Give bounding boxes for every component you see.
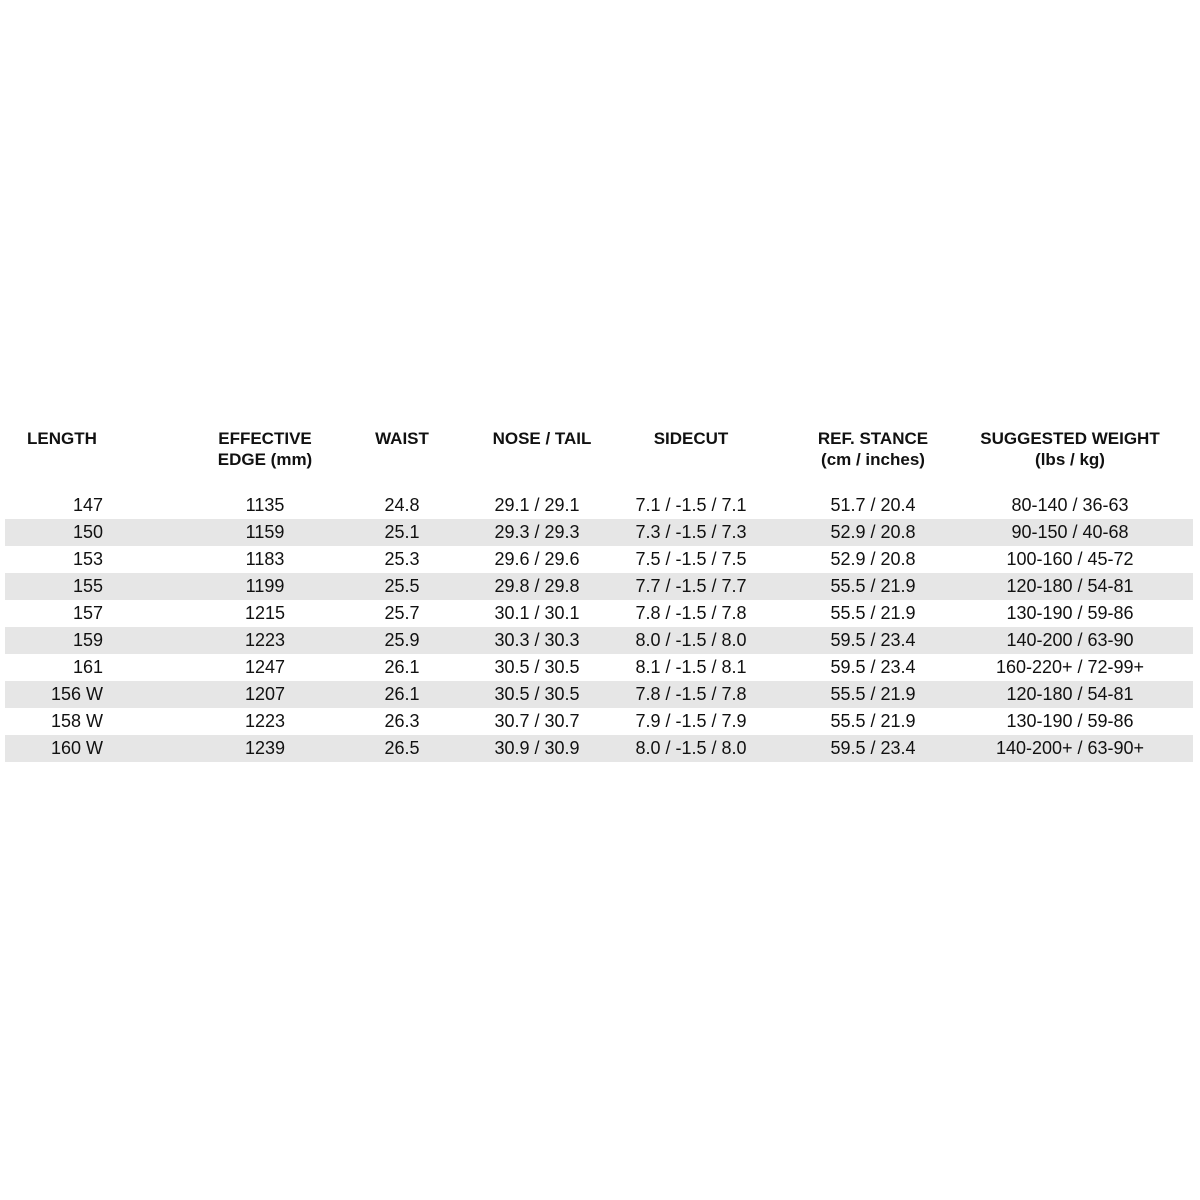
cell-length: 158 W <box>50 711 103 731</box>
cell-ref-stance: 55.5 / 21.9 <box>830 576 916 596</box>
table-row <box>5 573 1193 600</box>
cell-nose-tail: 30.5 / 30.5 <box>494 684 580 704</box>
cell-effective-edge: 1239 <box>244 738 286 758</box>
cell-effective-edge: 1135 <box>245 495 285 515</box>
cell-effective-edge: 1223 <box>244 711 286 731</box>
cell-effective-edge: 1159 <box>245 522 285 542</box>
cell-suggested-weight: 140-200+ / 63-90+ <box>995 738 1145 758</box>
cell-length: 159 <box>72 630 103 650</box>
cell-ref-stance: 59.5 / 23.4 <box>830 630 916 650</box>
table-row <box>5 627 1193 654</box>
cell-suggested-weight: 160-220+ / 72-99+ <box>995 657 1145 677</box>
cell-sidecut: 7.8 / -1.5 / 7.8 <box>635 603 747 623</box>
cell-ref-stance: 55.5 / 21.9 <box>830 603 916 623</box>
table-row <box>5 519 1193 546</box>
cell-length: 160 W <box>50 738 103 758</box>
cell-nose-tail: 29.8 / 29.8 <box>494 576 580 596</box>
header-suggested-weight: SUGGESTED WEIGHT (lbs / kg) <box>980 429 1160 469</box>
table-row <box>5 654 1193 681</box>
cell-sidecut: 7.1 / -1.5 / 7.1 <box>635 495 747 515</box>
cell-nose-tail: 30.1 / 30.1 <box>494 603 580 623</box>
cell-waist: 24.8 <box>384 495 420 515</box>
cell-sidecut: 8.0 / -1.5 / 8.0 <box>635 630 747 650</box>
cell-waist: 25.3 <box>384 549 420 569</box>
cell-suggested-weight: 120-180 / 54-81 <box>1006 576 1134 596</box>
cell-length: 153 <box>72 549 103 569</box>
table-header-row <box>5 428 1193 492</box>
cell-effective-edge: 1247 <box>244 657 286 677</box>
header-waist: WAIST <box>375 429 429 448</box>
table-body <box>5 492 1193 762</box>
table-row <box>5 708 1193 735</box>
cell-length: 157 <box>72 603 103 623</box>
cell-length: 155 <box>72 576 103 596</box>
header-nose-tail: NOSE / TAIL <box>492 429 592 448</box>
cell-sidecut: 8.0 / -1.5 / 8.0 <box>635 738 747 758</box>
cell-ref-stance: 59.5 / 23.4 <box>830 657 916 677</box>
table-row <box>5 546 1193 573</box>
cell-length: 150 <box>72 522 103 542</box>
table-row <box>5 492 1193 519</box>
cell-sidecut: 7.9 / -1.5 / 7.9 <box>635 711 747 731</box>
cell-sidecut: 7.8 / -1.5 / 7.8 <box>635 684 747 704</box>
cell-suggested-weight: 80-140 / 36-63 <box>1011 495 1129 515</box>
cell-waist: 25.5 <box>384 576 420 596</box>
cell-ref-stance: 52.9 / 20.8 <box>830 549 916 569</box>
cell-effective-edge: 1223 <box>244 630 286 650</box>
cell-effective-edge: 1207 <box>244 684 286 704</box>
cell-sidecut: 8.1 / -1.5 / 8.1 <box>635 657 747 677</box>
cell-suggested-weight: 130-190 / 59-86 <box>1006 711 1134 731</box>
header-sidecut: SIDECUT <box>653 429 729 448</box>
cell-ref-stance: 55.5 / 21.9 <box>830 684 916 704</box>
table-row <box>5 735 1193 762</box>
cell-waist: 26.5 <box>384 738 420 758</box>
cell-waist: 26.3 <box>384 711 420 731</box>
cell-suggested-weight: 140-200 / 63-90 <box>1006 630 1134 650</box>
cell-waist: 25.9 <box>384 630 420 650</box>
cell-waist: 26.1 <box>384 657 420 677</box>
cell-ref-stance: 51.7 / 20.4 <box>830 495 916 515</box>
header-length: LENGTH <box>27 429 97 448</box>
cell-length: 147 <box>72 495 103 515</box>
cell-nose-tail: 29.1 / 29.1 <box>494 495 580 515</box>
size-spec-table <box>5 428 1193 762</box>
table-row <box>5 681 1193 708</box>
cell-sidecut: 7.5 / -1.5 / 7.5 <box>635 549 747 569</box>
cell-ref-stance: 59.5 / 23.4 <box>830 738 916 758</box>
cell-effective-edge: 1183 <box>245 549 285 569</box>
cell-waist: 25.1 <box>384 522 420 542</box>
cell-ref-stance: 52.9 / 20.8 <box>830 522 916 542</box>
cell-nose-tail: 30.7 / 30.7 <box>494 711 580 731</box>
cell-length: 161 <box>72 657 103 677</box>
header-effective-edge: EFFECTIVE EDGE (mm) <box>217 429 313 469</box>
cell-ref-stance: 55.5 / 21.9 <box>830 711 916 731</box>
cell-waist: 26.1 <box>384 684 420 704</box>
cell-suggested-weight: 100-160 / 45-72 <box>1006 549 1134 569</box>
table-row <box>5 600 1193 627</box>
cell-effective-edge: 1215 <box>244 603 286 623</box>
cell-nose-tail: 30.9 / 30.9 <box>494 738 580 758</box>
header-ref-stance: REF. STANCE (cm / inches) <box>817 429 929 469</box>
cell-nose-tail: 29.3 / 29.3 <box>494 522 580 542</box>
cell-length: 156 W <box>50 684 103 704</box>
cell-suggested-weight: 130-190 / 59-86 <box>1006 603 1134 623</box>
cell-nose-tail: 30.5 / 30.5 <box>494 657 580 677</box>
cell-suggested-weight: 90-150 / 40-68 <box>1011 522 1129 542</box>
cell-nose-tail: 29.6 / 29.6 <box>494 549 580 569</box>
cell-sidecut: 7.7 / -1.5 / 7.7 <box>635 576 747 596</box>
cell-suggested-weight: 120-180 / 54-81 <box>1006 684 1134 704</box>
cell-sidecut: 7.3 / -1.5 / 7.3 <box>635 522 747 542</box>
cell-waist: 25.7 <box>384 603 420 623</box>
cell-effective-edge: 1199 <box>245 576 285 596</box>
cell-nose-tail: 30.3 / 30.3 <box>494 630 580 650</box>
